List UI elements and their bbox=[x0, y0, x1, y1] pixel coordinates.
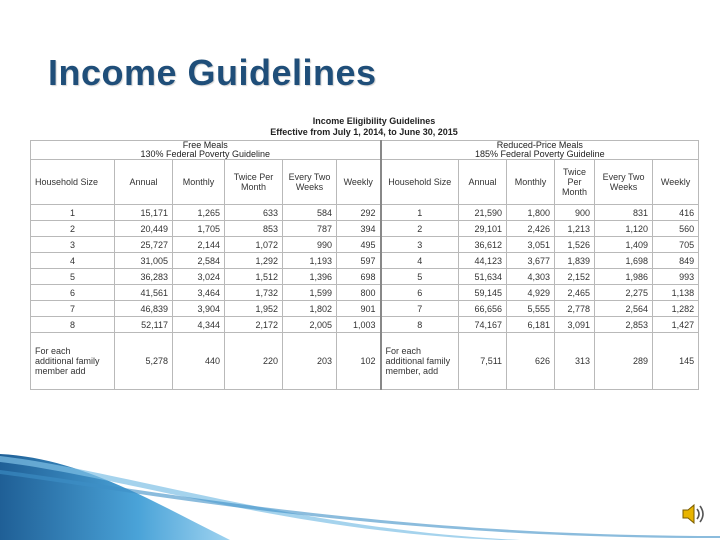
col-header-reduced-twice-per-month: Twice Per Month bbox=[555, 160, 595, 205]
col-header-free-household-size: Household Size bbox=[31, 160, 115, 205]
income-cell: 849 bbox=[653, 253, 699, 269]
income-cell: 901 bbox=[337, 301, 381, 317]
household-size-cell: 6 bbox=[381, 285, 459, 301]
income-cell: 3,904 bbox=[173, 301, 225, 317]
income-cell: 1,213 bbox=[555, 221, 595, 237]
household-size-cell: 1 bbox=[31, 205, 115, 221]
income-cell: 800 bbox=[337, 285, 381, 301]
income-cell: 1,292 bbox=[225, 253, 283, 269]
table-row bbox=[31, 253, 699, 269]
income-cell: 1,599 bbox=[283, 285, 337, 301]
col-header-reduced-annual: Annual bbox=[459, 160, 507, 205]
additional-member-value: 626 bbox=[507, 333, 555, 390]
household-size-cell: 7 bbox=[31, 301, 115, 317]
income-cell: 597 bbox=[337, 253, 381, 269]
col-header-free-weekly: Weekly bbox=[337, 160, 381, 205]
income-cell: 560 bbox=[653, 221, 699, 237]
income-cell: 2,778 bbox=[555, 301, 595, 317]
income-cell: 3,464 bbox=[173, 285, 225, 301]
additional-member-value: 145 bbox=[653, 333, 699, 390]
household-size-cell: 8 bbox=[31, 317, 115, 333]
income-cell: 74,167 bbox=[459, 317, 507, 333]
income-cell: 2,465 bbox=[555, 285, 595, 301]
income-cell: 66,656 bbox=[459, 301, 507, 317]
table-row bbox=[31, 301, 699, 317]
income-cell: 29,101 bbox=[459, 221, 507, 237]
free-meals-title: Free Meals bbox=[182, 140, 228, 150]
income-cell: 993 bbox=[653, 269, 699, 285]
income-cell: 698 bbox=[337, 269, 381, 285]
income-cell: 1,282 bbox=[653, 301, 699, 317]
reduced-meals-subtitle: 185% Federal Poverty Guideline bbox=[475, 149, 605, 159]
income-cell: 2,426 bbox=[507, 221, 555, 237]
income-cell: 416 bbox=[653, 205, 699, 221]
free-meals-subtitle: 130% Federal Poverty Guideline bbox=[140, 149, 271, 159]
additional-member-value: 220 bbox=[225, 333, 283, 390]
income-cell: 831 bbox=[595, 205, 653, 221]
income-cell: 3,024 bbox=[173, 269, 225, 285]
income-cell: 2,005 bbox=[283, 317, 337, 333]
income-cell: 25,727 bbox=[115, 237, 173, 253]
income-cell: 787 bbox=[283, 221, 337, 237]
col-header-reduced-every-two-weeks: Every Two Weeks bbox=[595, 160, 653, 205]
additional-member-value: 102 bbox=[337, 333, 381, 390]
income-cell: 705 bbox=[653, 237, 699, 253]
income-cell: 1,732 bbox=[225, 285, 283, 301]
household-size-cell: 1 bbox=[381, 205, 459, 221]
income-cell: 900 bbox=[555, 205, 595, 221]
household-size-cell: 5 bbox=[381, 269, 459, 285]
income-cell: 990 bbox=[283, 237, 337, 253]
income-cell: 1,698 bbox=[595, 253, 653, 269]
income-cell: 584 bbox=[283, 205, 337, 221]
table-row bbox=[31, 221, 699, 237]
income-cell: 1,839 bbox=[555, 253, 595, 269]
income-cell: 36,612 bbox=[459, 237, 507, 253]
income-cell: 1,705 bbox=[173, 221, 225, 237]
income-cell: 3,051 bbox=[507, 237, 555, 253]
income-cell: 4,344 bbox=[173, 317, 225, 333]
additional-member-label-reduced: For each additional family member, add bbox=[381, 333, 459, 390]
income-cell: 633 bbox=[225, 205, 283, 221]
additional-member-row bbox=[31, 333, 699, 390]
document-heading: Income Eligibility Guidelines bbox=[312, 116, 436, 126]
household-size-cell: 8 bbox=[381, 317, 459, 333]
table-row bbox=[31, 205, 699, 221]
additional-member-value: 289 bbox=[595, 333, 653, 390]
guidelines-grid bbox=[30, 140, 699, 390]
income-cell: 292 bbox=[337, 205, 381, 221]
income-cell: 46,839 bbox=[115, 301, 173, 317]
col-header-free-annual: Annual bbox=[115, 160, 173, 205]
income-eligibility-table bbox=[30, 116, 698, 390]
income-cell: 1,512 bbox=[225, 269, 283, 285]
additional-member-value: 5,278 bbox=[115, 333, 173, 390]
income-cell: 2,275 bbox=[595, 285, 653, 301]
income-cell: 394 bbox=[337, 221, 381, 237]
income-cell: 15,171 bbox=[115, 205, 173, 221]
income-cell: 4,929 bbox=[507, 285, 555, 301]
household-size-cell: 6 bbox=[31, 285, 115, 301]
table-row bbox=[31, 285, 699, 301]
income-cell: 2,152 bbox=[555, 269, 595, 285]
additional-member-value: 7,511 bbox=[459, 333, 507, 390]
reduced-meals-title: Reduced-Price Meals bbox=[496, 140, 583, 150]
reduced-meals-header bbox=[381, 141, 699, 160]
document-subheading: Effective from July 1, 2014, to June 30, 2015 bbox=[270, 127, 458, 137]
income-cell: 2,172 bbox=[225, 317, 283, 333]
household-size-cell: 4 bbox=[31, 253, 115, 269]
household-size-cell: 4 bbox=[381, 253, 459, 269]
speaker-icon[interactable] bbox=[679, 500, 707, 528]
income-cell: 1,409 bbox=[595, 237, 653, 253]
income-cell: 4,303 bbox=[507, 269, 555, 285]
income-cell: 1,396 bbox=[283, 269, 337, 285]
income-cell: 21,590 bbox=[459, 205, 507, 221]
income-cell: 59,145 bbox=[459, 285, 507, 301]
income-cell: 1,072 bbox=[225, 237, 283, 253]
household-size-cell: 3 bbox=[31, 237, 115, 253]
table-row bbox=[31, 269, 699, 285]
additional-member-value: 203 bbox=[283, 333, 337, 390]
slide-title: Income Guidelines bbox=[48, 52, 377, 93]
income-cell: 1,526 bbox=[555, 237, 595, 253]
income-cell: 1,193 bbox=[283, 253, 337, 269]
free-meals-header bbox=[31, 141, 381, 160]
income-cell: 1,265 bbox=[173, 205, 225, 221]
additional-member-label-free: For each additional family member add bbox=[31, 333, 115, 390]
income-cell: 1,802 bbox=[283, 301, 337, 317]
income-cell: 3,091 bbox=[555, 317, 595, 333]
household-size-cell: 3 bbox=[381, 237, 459, 253]
income-cell: 6,181 bbox=[507, 317, 555, 333]
income-cell: 1,138 bbox=[653, 285, 699, 301]
income-cell: 51,634 bbox=[459, 269, 507, 285]
income-cell: 1,003 bbox=[337, 317, 381, 333]
household-size-cell: 7 bbox=[381, 301, 459, 317]
income-cell: 52,117 bbox=[115, 317, 173, 333]
income-cell: 1,427 bbox=[653, 317, 699, 333]
income-cell: 1,120 bbox=[595, 221, 653, 237]
household-size-cell: 2 bbox=[381, 221, 459, 237]
table-row bbox=[31, 317, 699, 333]
income-cell: 1,800 bbox=[507, 205, 555, 221]
decorative-swoosh bbox=[0, 440, 720, 540]
income-cell: 2,564 bbox=[595, 301, 653, 317]
table-row bbox=[31, 237, 699, 253]
income-cell: 36,283 bbox=[115, 269, 173, 285]
col-header-reduced-monthly: Monthly bbox=[507, 160, 555, 205]
income-cell: 853 bbox=[225, 221, 283, 237]
income-cell: 41,561 bbox=[115, 285, 173, 301]
household-size-cell: 2 bbox=[31, 221, 115, 237]
income-cell: 31,005 bbox=[115, 253, 173, 269]
income-cell: 44,123 bbox=[459, 253, 507, 269]
income-cell: 20,449 bbox=[115, 221, 173, 237]
col-header-free-twice-per-month: Twice Per Month bbox=[225, 160, 283, 205]
income-cell: 1,952 bbox=[225, 301, 283, 317]
col-header-free-every-two-weeks: Every Two Weeks bbox=[283, 160, 337, 205]
income-cell: 1,986 bbox=[595, 269, 653, 285]
additional-member-value: 313 bbox=[555, 333, 595, 390]
col-header-reduced-household-size: Household Size bbox=[381, 160, 459, 205]
income-cell: 5,555 bbox=[507, 301, 555, 317]
income-cell: 2,144 bbox=[173, 237, 225, 253]
household-size-cell: 5 bbox=[31, 269, 115, 285]
document-header bbox=[30, 116, 698, 138]
col-header-free-monthly: Monthly bbox=[173, 160, 225, 205]
additional-member-value: 440 bbox=[173, 333, 225, 390]
col-header-reduced-weekly: Weekly bbox=[653, 160, 699, 205]
income-cell: 2,853 bbox=[595, 317, 653, 333]
income-cell: 3,677 bbox=[507, 253, 555, 269]
income-cell: 2,584 bbox=[173, 253, 225, 269]
income-cell: 495 bbox=[337, 237, 381, 253]
